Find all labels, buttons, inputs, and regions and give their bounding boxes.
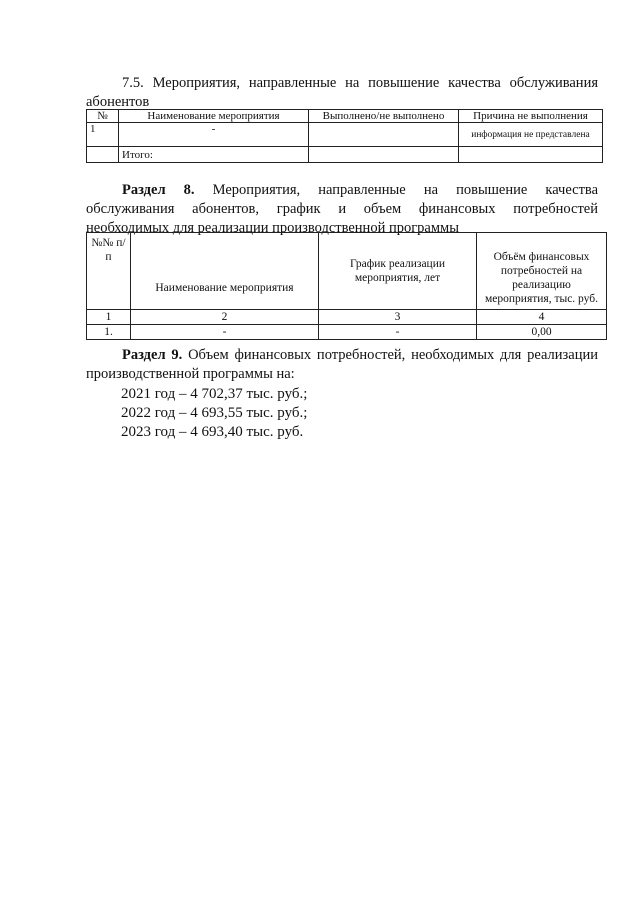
year-line: 2023 год – 4 693,40 тыс. руб. xyxy=(121,424,304,440)
table-7-5 xyxy=(86,109,603,163)
table-cell: 0,00 xyxy=(477,325,607,340)
table-cell: 2 xyxy=(131,310,319,325)
header-cell: Наименование мероприятия xyxy=(131,233,319,310)
header-cell: Причина не выполнения xyxy=(459,110,603,123)
table-cell: - xyxy=(131,325,319,340)
header-cell: № xyxy=(87,110,119,123)
table-cell xyxy=(309,147,459,163)
header-cell: Наименование мероприятия xyxy=(119,110,309,123)
table-section-8 xyxy=(86,232,607,340)
table-row-total xyxy=(87,147,603,163)
table-cell: информация не представлена xyxy=(459,123,603,147)
table-cell: - xyxy=(319,325,477,340)
section-7-5-heading xyxy=(86,74,598,112)
table-cell: 1 xyxy=(87,123,119,147)
section-9-text: Объем финансовых потребностей, необходимых для реализации производственной программы на: xyxy=(86,347,598,382)
table-cell xyxy=(87,147,119,163)
section-9-label: Раздел 9. xyxy=(122,347,183,363)
header-cell: №№ п/п xyxy=(87,233,131,310)
table-cell xyxy=(459,147,603,163)
section-8-text: Мероприятия, направленные на повышение качества обслуживания абонентов, график и объем финансовых потребностей необходимых для реализации производственной программы xyxy=(86,182,599,236)
section-8-heading xyxy=(86,181,598,238)
table-cell xyxy=(309,123,459,147)
header-cell: Объём финансовых потребностей на реализацию мероприятия, тыс. руб. xyxy=(477,233,607,310)
table-number-row xyxy=(87,310,607,325)
table-cell: 1. xyxy=(87,325,131,340)
section-7-5-text: 7.5. Мероприятия, направленные на повышение качества обслуживания абонентов xyxy=(86,75,598,110)
table-cell: 3 xyxy=(319,310,477,325)
table-header-row xyxy=(87,110,603,123)
header-cell: График реализации мероприятия, лет xyxy=(319,233,477,310)
year-line: 2021 год – 4 702,37 тыс. руб.; xyxy=(121,386,308,402)
table-row xyxy=(87,123,603,147)
table-cell: 4 xyxy=(477,310,607,325)
header-cell: Выполнено/не выполнено xyxy=(309,110,459,123)
table-row xyxy=(87,325,607,340)
table-header-row xyxy=(87,233,607,310)
section-9-heading xyxy=(86,346,598,384)
section-8-label: Раздел 8. xyxy=(122,182,195,198)
table-cell: - xyxy=(119,123,309,147)
table-cell: 1 xyxy=(87,310,131,325)
total-label: Итого: xyxy=(119,147,309,163)
year-line: 2022 год – 4 693,55 тыс. руб.; xyxy=(121,405,308,421)
